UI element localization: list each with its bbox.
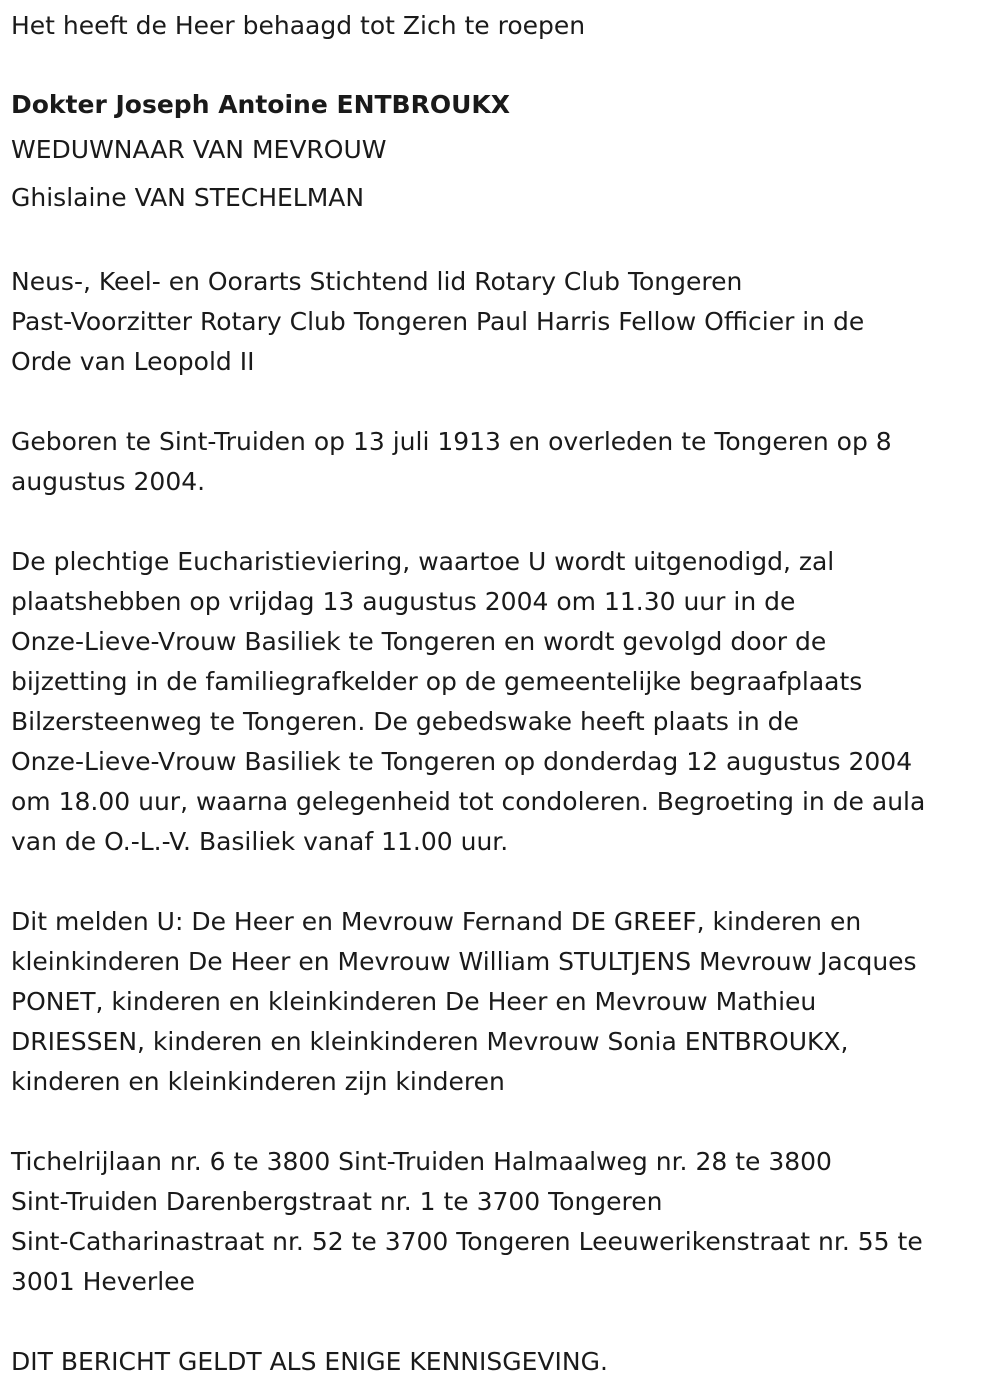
titles-line: Neus-, Keel- en Oorarts Stichtend lid Rotary Club Tongeren bbox=[11, 267, 743, 296]
spouse-name: Ghislaine VAN STECHELMAN bbox=[11, 183, 365, 212]
titles-line: Past-Voorzitter Rotary Club Tongeren Paul Harris Fellow Officier in de bbox=[11, 307, 865, 336]
spacer bbox=[11, 862, 990, 902]
family-line: kinderen en kleinkinderen zijn kinderen bbox=[11, 1067, 505, 1096]
family-line: PONET, kinderen en kleinkinderen De Heer en Mevrouw Mathieu bbox=[11, 987, 817, 1016]
ceremony-line: om 18.00 uur, waarna gelegenheid tot condoleren. Begroeting in de aula bbox=[11, 787, 926, 816]
closing-line: DIT BERICHT GELDT ALS ENIGE KENNISGEVING. bbox=[11, 1347, 608, 1376]
address-paragraph bbox=[11, 1142, 990, 1302]
relation-line: WEDUWNAAR VAN MEVROUW bbox=[11, 135, 387, 164]
family-line: DRIESSEN, kinderen en kleinkinderen Mevrouw Sonia ENTBROUKX, bbox=[11, 1027, 849, 1056]
address-line: Tichelrijlaan nr. 6 te 3800 Sint-Truiden Halmaalweg nr. 28 te 3800 bbox=[11, 1147, 832, 1176]
ceremony-line: van de O.-L.-V. Basiliek vanaf 11.00 uur. bbox=[11, 827, 509, 856]
address-line: Sint-Catharinastraat nr. 52 te 3700 Tongeren Leeuwerikenstraat nr. 55 te bbox=[11, 1227, 923, 1256]
birth-death-paragraph bbox=[11, 422, 990, 502]
ceremony-line: Bilzersteenweg te Tongeren. De gebedswake heeft plaats in de bbox=[11, 707, 799, 736]
ceremony-paragraph bbox=[11, 542, 990, 862]
ceremony-line: De plechtige Eucharistieviering, waartoe U wordt uitgenodigd, zal bbox=[11, 547, 835, 576]
spacer bbox=[11, 382, 990, 422]
intro-line: Het heeft de Heer behaagd tot Zich te roepen bbox=[11, 11, 586, 40]
ceremony-line: bijzetting in de familiegrafkelder op de gemeentelijke begraafplaats bbox=[11, 667, 863, 696]
ceremony-line: Onze-Lieve-Vrouw Basiliek te Tongeren en wordt gevolgd door de bbox=[11, 627, 827, 656]
ceremony-line: Onze-Lieve-Vrouw Basiliek te Tongeren op donderdag 12 augustus 2004 bbox=[11, 747, 913, 776]
deceased-name: Dokter Joseph Antoine ENTBROUKX bbox=[11, 90, 511, 119]
family-paragraph bbox=[11, 902, 990, 1102]
address-line: Sint-Truiden Darenbergstraat nr. 1 te 3700 Tongeren bbox=[11, 1187, 663, 1216]
spacer bbox=[11, 222, 990, 262]
address-line: 3001 Heverlee bbox=[11, 1267, 195, 1296]
ceremony-line: plaatshebben op vrijdag 13 augustus 2004 om 11.30 uur in de bbox=[11, 587, 796, 616]
spacer bbox=[11, 502, 990, 542]
titles-line: Orde van Leopold II bbox=[11, 347, 255, 376]
birth-death-line: augustus 2004. bbox=[11, 467, 206, 496]
birth-death-line: Geboren te Sint-Truiden op 13 juli 1913 en overleden te Tongeren op 8 bbox=[11, 427, 892, 456]
titles-paragraph bbox=[11, 262, 990, 382]
family-line: kleinkinderen De Heer en Mevrouw William STULTJENS Mevrouw Jacques bbox=[11, 947, 917, 976]
family-line: Dit melden U: De Heer en Mevrouw Fernand DE GREEF, kinderen en bbox=[11, 907, 862, 936]
spacer bbox=[11, 1302, 990, 1342]
spacer bbox=[11, 1102, 990, 1142]
